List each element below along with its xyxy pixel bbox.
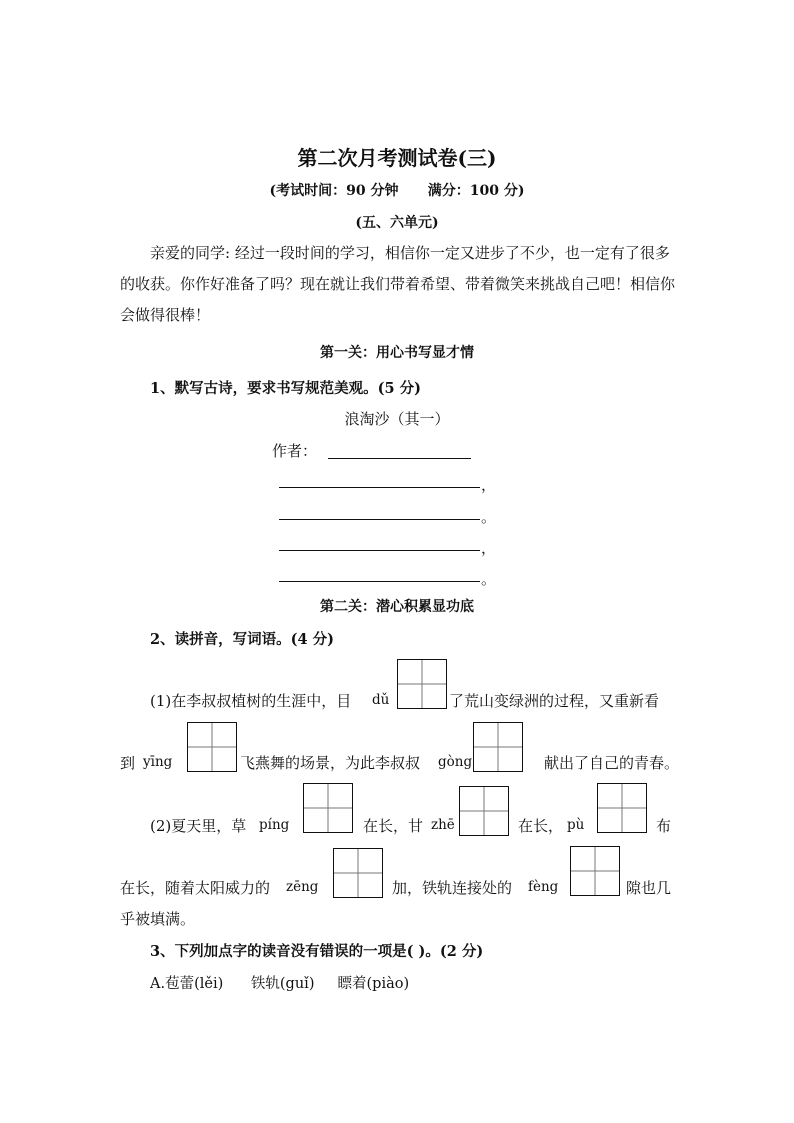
poem-title: 浪淘沙（其一） [344, 410, 450, 428]
question-3-label: 3、下列加点字的读音没有错误的一项是( )。(2 分) [150, 943, 484, 960]
q2-row2-text-c: 献出了自己的青春。 [544, 754, 680, 772]
tianzige-box-feng[interactable] [570, 846, 620, 896]
section-1-title: 第一关：用心书写显才情 [320, 345, 474, 361]
tianzige-box-ping[interactable] [303, 783, 353, 833]
author-label: 作者： [272, 442, 318, 460]
author-blank[interactable] [328, 458, 471, 459]
question-3-option-a[interactable]: A.苞蕾(lěi) 铁轨(guǐ) 瞟着(piào) [150, 976, 410, 992]
unit-range: (五、六单元) [355, 215, 439, 231]
q2-row4-text-a: 在长，随着太阳威力的 [120, 879, 271, 897]
exam-info: (考试时间：90 分钟 满分：100 分) [269, 183, 525, 199]
q2-row1-text-a: (1)在李叔叔植树的生涯中，目 [150, 692, 352, 710]
pinyin-zeng: zēng [286, 879, 319, 895]
pinyin-zhe: zhē [431, 817, 455, 833]
intro-text: 亲爱的同学: 经过一段时间的学习，相信你一定又进步了不少，也一定有了很多的收获。你作好准备了吗？现在就让我们带着希望、带着微笑来挑战自己吧！相信你会做得很棒！ [120, 244, 676, 324]
q2-row3-text-a: (2)夏天里，草 [150, 817, 247, 835]
pinyin-ying: yīng [143, 754, 173, 770]
tianzige-box-zhe[interactable] [459, 786, 509, 836]
tianzige-box-zeng[interactable] [333, 848, 383, 898]
q2-row2-text-b: 飞燕舞的场景，为此李叔叔 [240, 754, 421, 772]
poem-line-1-blank[interactable] [279, 487, 480, 488]
q2-row4-text-b: 加，铁轨连接处的 [392, 879, 513, 897]
q2-row5-text: 乎被填满。 [120, 910, 196, 928]
poem-line-3-end: ， [481, 539, 497, 557]
page-title: 第二次月考测试卷(三) [297, 146, 497, 170]
poem-line-2-blank[interactable] [279, 519, 480, 520]
pinyin-feng: fèng [528, 879, 559, 895]
poem-line-4-end: 。 [481, 570, 497, 588]
question-1-label: 1、默写古诗，要求书写规范美观。(5 分) [150, 380, 421, 397]
pinyin-pu: pù [567, 817, 585, 833]
poem-line-4-blank[interactable] [279, 581, 480, 582]
question-2-label: 2、读拼音，写词语。(4 分) [150, 631, 334, 648]
intro-paragraph [120, 238, 680, 331]
q2-row2-text-a: 到 [120, 754, 136, 772]
q2-row3-text-c: 在长， [518, 817, 564, 835]
pinyin-du: dǔ [372, 692, 390, 708]
tianzige-box-pu[interactable] [597, 783, 647, 833]
q2-row3-text-b: 在长，甘 [363, 817, 424, 835]
poem-line-2-end: 。 [481, 508, 497, 526]
pinyin-ping: píng [259, 817, 290, 833]
q2-row4-text-c: 隙也几 [626, 879, 672, 897]
q2-row3-text-d: 布 [656, 817, 672, 835]
q2-row1-text-b: 了荒山变绿洲的过程，又重新看 [449, 692, 660, 710]
tianzige-box-ying[interactable] [187, 722, 237, 772]
pinyin-gong: gòng [438, 754, 473, 770]
tianzige-box-gong[interactable] [473, 722, 523, 772]
tianzige-box-du[interactable] [397, 659, 447, 709]
poem-line-3-blank[interactable] [279, 550, 480, 551]
section-2-title: 第二关：潜心积累显功底 [320, 599, 474, 615]
poem-line-1-end: ， [481, 476, 497, 494]
